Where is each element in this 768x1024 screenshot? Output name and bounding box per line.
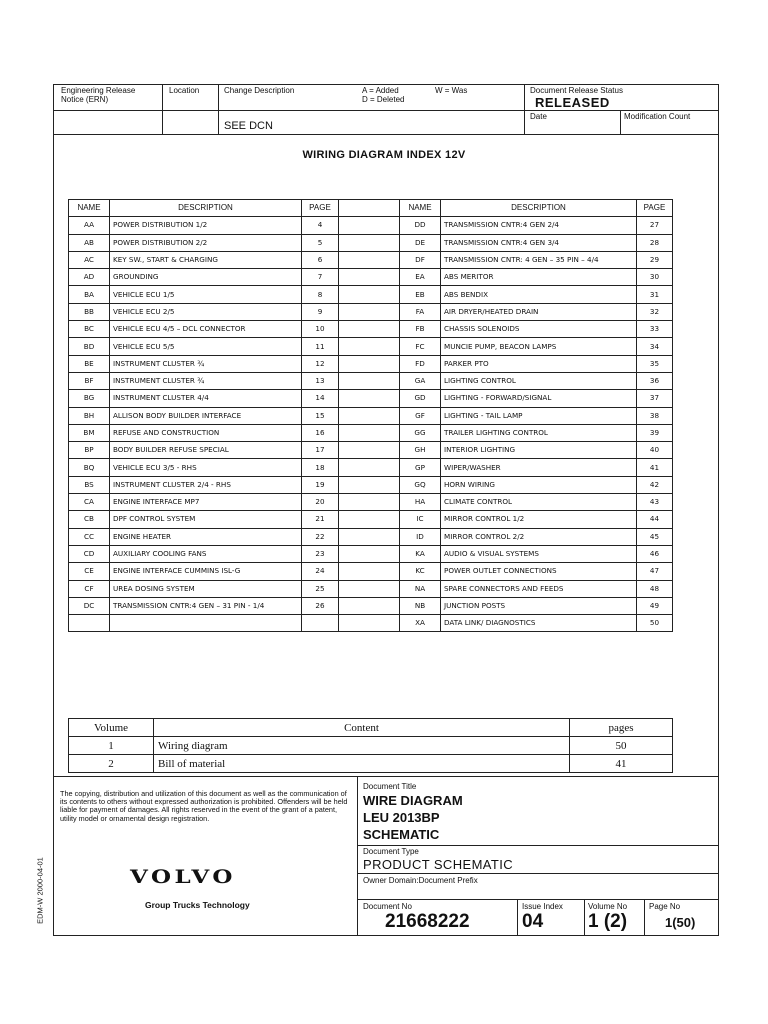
pages-cell: 50 — [570, 737, 673, 755]
content-header: Content — [154, 719, 570, 737]
page-cell: 38 — [637, 407, 673, 424]
name-cell: BG — [69, 390, 110, 407]
description-cell: TRANSMISSION CNTR:4 GEN – 31 PIN - 1/4 — [110, 597, 302, 614]
document-no-label: Document No — [363, 902, 412, 911]
page-cell: 25 — [302, 580, 339, 597]
name-cell: DE — [400, 234, 441, 251]
page-cell: 30 — [637, 269, 673, 286]
page-cell: 50 — [637, 615, 673, 632]
page-header: PAGE — [302, 200, 339, 217]
volume-header: Volume — [69, 719, 154, 737]
page-cell: 39 — [637, 424, 673, 441]
name-cell: HA — [400, 494, 441, 511]
copyright-notice: The copying, distribution and utilization of this document as well as the communication of its contents to others without expressed authorization is prohibited. Offenders will be held liable for payment of damages. All rights reserved in the event of the grant of a patent, utility model or ornamental design registration. — [60, 789, 348, 823]
name-header: NAME — [69, 200, 110, 217]
name-cell: BF — [69, 372, 110, 389]
page-cell: 43 — [637, 494, 673, 511]
owner-domain-label: Owner Domain:Document Prefix — [363, 876, 478, 885]
page-cell: 10 — [302, 321, 339, 338]
wiring-index-table — [68, 199, 673, 632]
description-cell: INSTRUMENT CLUSTER ¾ — [110, 372, 302, 389]
footer-divider — [357, 899, 719, 900]
modification-count-label: Modification Count — [624, 112, 691, 121]
description-cell: VEHICLE ECU 5/5 — [110, 338, 302, 355]
name-cell: XA — [400, 615, 441, 632]
table-row — [69, 615, 673, 632]
footer-divider — [357, 845, 719, 846]
column-gap — [339, 511, 400, 528]
description-cell: WIPER/WASHER — [441, 459, 637, 476]
name-cell: GH — [400, 442, 441, 459]
footer-divider — [584, 899, 585, 936]
column-gap — [339, 476, 400, 493]
table-row — [69, 251, 673, 268]
footer-divider — [357, 776, 358, 936]
name-header: NAME — [400, 200, 441, 217]
page-cell: 21 — [302, 511, 339, 528]
description-cell: TRANSMISSION CNTR:4 GEN 3/4 — [441, 234, 637, 251]
header-divider — [53, 134, 719, 135]
column-gap — [339, 563, 400, 580]
table-row — [69, 269, 673, 286]
footer-divider — [517, 899, 518, 936]
release-status-value: RELEASED — [535, 95, 610, 110]
column-gap — [339, 424, 400, 441]
issue-index-value: 04 — [522, 911, 544, 932]
column-gap — [339, 528, 400, 545]
page-cell: 40 — [637, 442, 673, 459]
name-cell: BH — [69, 407, 110, 424]
description-cell: AUXILIARY COOLING FANS — [110, 545, 302, 562]
name-cell: DD — [400, 217, 441, 234]
name-cell: GQ — [400, 476, 441, 493]
description-cell: VEHICLE ECU 3/5 - RHS — [110, 459, 302, 476]
description-cell: ABS BENDIX — [441, 286, 637, 303]
document-title-line: LEU 2013BP — [363, 810, 440, 825]
table-row — [69, 580, 673, 597]
table-row — [69, 563, 673, 580]
description-cell: SPARE CONNECTORS AND FEEDS — [441, 580, 637, 597]
date-label: Date — [530, 112, 547, 121]
description-cell: JUNCTION POSTS — [441, 597, 637, 614]
page-cell: 4 — [302, 217, 339, 234]
name-cell: NA — [400, 580, 441, 597]
table-row — [69, 372, 673, 389]
page-cell: 16 — [302, 424, 339, 441]
document-title-line: SCHEMATIC — [363, 827, 440, 842]
column-gap — [339, 286, 400, 303]
page-cell: 33 — [637, 321, 673, 338]
table-row — [69, 459, 673, 476]
column-gap — [339, 303, 400, 320]
name-cell: GP — [400, 459, 441, 476]
description-cell: ENGINE INTERFACE MP7 — [110, 494, 302, 511]
table-row — [69, 338, 673, 355]
footer-divider — [357, 873, 719, 874]
description-cell: DATA LINK/ DIAGNOSTICS — [441, 615, 637, 632]
description-cell: KEY SW., START & CHARGING — [110, 251, 302, 268]
description-cell: HORN WIRING — [441, 476, 637, 493]
name-cell: BD — [69, 338, 110, 355]
issue-index-label: Issue Index — [522, 902, 563, 911]
name-cell: ID — [400, 528, 441, 545]
page-no-value: 1(50) — [665, 915, 696, 930]
description-cell: TRAILER LIGHTING CONTROL — [441, 424, 637, 441]
description-cell: ENGINE INTERFACE CUMMINS ISL-G — [110, 563, 302, 580]
content-cell: Wiring diagram — [154, 737, 570, 755]
page-cell: 19 — [302, 476, 339, 493]
name-cell: CA — [69, 494, 110, 511]
description-cell: MUNCIE PUMP, BEACON LAMPS — [441, 338, 637, 355]
name-cell: AD — [69, 269, 110, 286]
page-cell: 47 — [637, 563, 673, 580]
column-gap — [339, 372, 400, 389]
table-row — [69, 321, 673, 338]
page-cell: 14 — [302, 390, 339, 407]
page-cell: 5 — [302, 234, 339, 251]
page-cell: 28 — [637, 234, 673, 251]
page-cell: 35 — [637, 355, 673, 372]
description-cell: PARKER PTO — [441, 355, 637, 372]
table-row — [69, 755, 673, 773]
change-description-label: Change Description — [224, 86, 295, 95]
column-gap — [339, 269, 400, 286]
name-cell: BQ — [69, 459, 110, 476]
table-row — [69, 407, 673, 424]
description-cell: TRANSMISSION CNTR:4 GEN 2/4 — [441, 217, 637, 234]
column-gap — [339, 338, 400, 355]
column-gap — [339, 200, 400, 217]
page-cell: 11 — [302, 338, 339, 355]
description-cell: TRANSMISSION CNTR: 4 GEN – 35 PIN – 4/4 — [441, 251, 637, 268]
description-cell: POWER DISTRIBUTION 1/2 — [110, 217, 302, 234]
description-cell: ENGINE HEATER — [110, 528, 302, 545]
volume-table — [68, 718, 673, 773]
added-legend: A = Added — [362, 86, 399, 95]
volume-no-label: Volume No — [588, 902, 628, 911]
description-cell: GROUNDING — [110, 269, 302, 286]
column-gap — [339, 597, 400, 614]
description-cell: BODY BUILDER REFUSE SPECIAL — [110, 442, 302, 459]
name-cell: DC — [69, 597, 110, 614]
description-cell: CLIMATE CONTROL — [441, 494, 637, 511]
volume-header-row — [69, 719, 673, 737]
description-cell: AIR DRYER/HEATED DRAIN — [441, 303, 637, 320]
page-cell: 7 — [302, 269, 339, 286]
ern-label: Engineering Release Notice (ERN) — [61, 86, 136, 104]
name-cell: AC — [69, 251, 110, 268]
column-gap — [339, 251, 400, 268]
pages-cell: 41 — [570, 755, 673, 773]
description-header: DESCRIPTION — [110, 200, 302, 217]
header-divider — [524, 84, 525, 134]
page-no-label: Page No — [649, 902, 681, 911]
description-cell: LIGHTING CONTROL — [441, 372, 637, 389]
name-cell: BE — [69, 355, 110, 372]
description-cell: INTERIOR LIGHTING — [441, 442, 637, 459]
name-cell: KC — [400, 563, 441, 580]
deleted-legend: D = Deleted — [362, 95, 405, 104]
name-cell: FC — [400, 338, 441, 355]
header-divider — [162, 84, 163, 134]
page-cell: 8 — [302, 286, 339, 303]
table-row — [69, 597, 673, 614]
page-cell: 27 — [637, 217, 673, 234]
table-header-row — [69, 200, 673, 217]
description-cell: INSTRUMENT CLUSTER 4/4 — [110, 390, 302, 407]
page-cell: 18 — [302, 459, 339, 476]
header-divider — [218, 84, 219, 134]
column-gap — [339, 217, 400, 234]
volvo-logo: VOLVO — [130, 866, 236, 889]
name-cell: BB — [69, 303, 110, 320]
table-row — [69, 217, 673, 234]
description-cell: ABS MERITOR — [441, 269, 637, 286]
table-row — [69, 494, 673, 511]
name-cell: GG — [400, 424, 441, 441]
description-cell: DPF CONTROL SYSTEM — [110, 511, 302, 528]
page-cell: 23 — [302, 545, 339, 562]
description-cell: MIRROR CONTROL 1/2 — [441, 511, 637, 528]
name-cell: KA — [400, 545, 441, 562]
name-cell: AA — [69, 217, 110, 234]
side-code: EDM-W 2000-04-01 — [35, 857, 45, 924]
wiring-index-body — [69, 217, 673, 632]
page-cell: 48 — [637, 580, 673, 597]
description-cell: INSTRUMENT CLUSTER ¾ — [110, 355, 302, 372]
page-header: PAGE — [637, 200, 673, 217]
name-cell: CC — [69, 528, 110, 545]
name-cell: BA — [69, 286, 110, 303]
name-cell: GF — [400, 407, 441, 424]
column-gap — [339, 234, 400, 251]
column-gap — [339, 615, 400, 632]
name-cell: FD — [400, 355, 441, 372]
description-cell — [110, 615, 302, 632]
column-gap — [339, 355, 400, 372]
description-cell: AUDIO & VISUAL SYSTEMS — [441, 545, 637, 562]
document-no-value: 21668222 — [385, 911, 470, 932]
footer-divider — [53, 776, 719, 777]
pages-header: pages — [570, 719, 673, 737]
name-cell: FA — [400, 303, 441, 320]
page-cell: 26 — [302, 597, 339, 614]
description-cell: LIGHTING - FORWARD/SIGNAL — [441, 390, 637, 407]
page-cell: 22 — [302, 528, 339, 545]
table-row — [69, 424, 673, 441]
name-cell: CD — [69, 545, 110, 562]
page-cell: 41 — [637, 459, 673, 476]
description-cell: VEHICLE ECU 1/5 — [110, 286, 302, 303]
page-cell: 9 — [302, 303, 339, 320]
table-row — [69, 737, 673, 755]
change-description-value: SEE DCN — [224, 120, 273, 132]
name-cell: BS — [69, 476, 110, 493]
page-cell: 12 — [302, 355, 339, 372]
page-cell: 37 — [637, 390, 673, 407]
page-cell: 36 — [637, 372, 673, 389]
page-cell: 31 — [637, 286, 673, 303]
page-cell — [302, 615, 339, 632]
document-title-line: WIRE DIAGRAM — [363, 793, 463, 808]
name-cell: FB — [400, 321, 441, 338]
description-cell: VEHICLE ECU 2/5 — [110, 303, 302, 320]
description-cell: MIRROR CONTROL 2/2 — [441, 528, 637, 545]
table-row — [69, 234, 673, 251]
volume-cell: 1 — [69, 737, 154, 755]
name-cell: AB — [69, 234, 110, 251]
description-cell: POWER OUTLET CONNECTIONS — [441, 563, 637, 580]
page-title: WIRING DIAGRAM INDEX 12V — [302, 149, 466, 161]
name-cell: NB — [400, 597, 441, 614]
document-type-label: Document Type — [363, 847, 419, 856]
content-cell: Bill of material — [154, 755, 570, 773]
company-name: Group Trucks Technology — [145, 900, 250, 910]
page-cell: 13 — [302, 372, 339, 389]
page-cell: 24 — [302, 563, 339, 580]
table-row — [69, 545, 673, 562]
name-cell: DF — [400, 251, 441, 268]
description-cell: CHASSIS SOLENOIDS — [441, 321, 637, 338]
name-cell: GD — [400, 390, 441, 407]
column-gap — [339, 545, 400, 562]
name-cell: BC — [69, 321, 110, 338]
description-cell: POWER DISTRIBUTION 2/2 — [110, 234, 302, 251]
location-label: Location — [169, 86, 200, 95]
volume-cell: 2 — [69, 755, 154, 773]
table-row — [69, 442, 673, 459]
page-cell: 6 — [302, 251, 339, 268]
page-cell: 42 — [637, 476, 673, 493]
page-cell: 29 — [637, 251, 673, 268]
description-cell: ALLISON BODY BUILDER INTERFACE — [110, 407, 302, 424]
release-status-label: Document Release Status — [530, 86, 623, 95]
page-cell: 49 — [637, 597, 673, 614]
name-cell: GA — [400, 372, 441, 389]
page-cell: 45 — [637, 528, 673, 545]
column-gap — [339, 442, 400, 459]
column-gap — [339, 390, 400, 407]
table-row — [69, 511, 673, 528]
description-cell: REFUSE AND CONSTRUCTION — [110, 424, 302, 441]
table-row — [69, 390, 673, 407]
column-gap — [339, 580, 400, 597]
page-cell: 15 — [302, 407, 339, 424]
description-header: DESCRIPTION — [441, 200, 637, 217]
footer-divider — [644, 899, 645, 936]
was-legend: W = Was — [435, 86, 468, 95]
description-cell: UREA DOSING SYSTEM — [110, 580, 302, 597]
name-cell: EA — [400, 269, 441, 286]
document-type-value: PRODUCT SCHEMATIC — [363, 857, 514, 872]
description-cell: LIGHTING - TAIL LAMP — [441, 407, 637, 424]
name-cell: BM — [69, 424, 110, 441]
page-cell: 46 — [637, 545, 673, 562]
table-row — [69, 286, 673, 303]
description-cell: VEHICLE ECU 4/5 – DCL CONNECTOR — [110, 321, 302, 338]
page-cell: 20 — [302, 494, 339, 511]
name-cell: CF — [69, 580, 110, 597]
page-cell: 17 — [302, 442, 339, 459]
name-cell: CE — [69, 563, 110, 580]
table-row — [69, 476, 673, 493]
column-gap — [339, 494, 400, 511]
name-cell: BP — [69, 442, 110, 459]
header-divider — [620, 110, 621, 134]
name-cell: EB — [400, 286, 441, 303]
table-row — [69, 303, 673, 320]
name-cell: IC — [400, 511, 441, 528]
table-row — [69, 355, 673, 372]
table-row — [69, 528, 673, 545]
column-gap — [339, 321, 400, 338]
name-cell — [69, 615, 110, 632]
column-gap — [339, 459, 400, 476]
name-cell: CB — [69, 511, 110, 528]
document-title-label: Document Title — [363, 782, 417, 791]
volume-no-value: 1 (2) — [588, 911, 628, 932]
page-cell: 32 — [637, 303, 673, 320]
page-cell: 34 — [637, 338, 673, 355]
description-cell: INSTRUMENT CLUSTER 2/4 - RHS — [110, 476, 302, 493]
page-cell: 44 — [637, 511, 673, 528]
column-gap — [339, 407, 400, 424]
